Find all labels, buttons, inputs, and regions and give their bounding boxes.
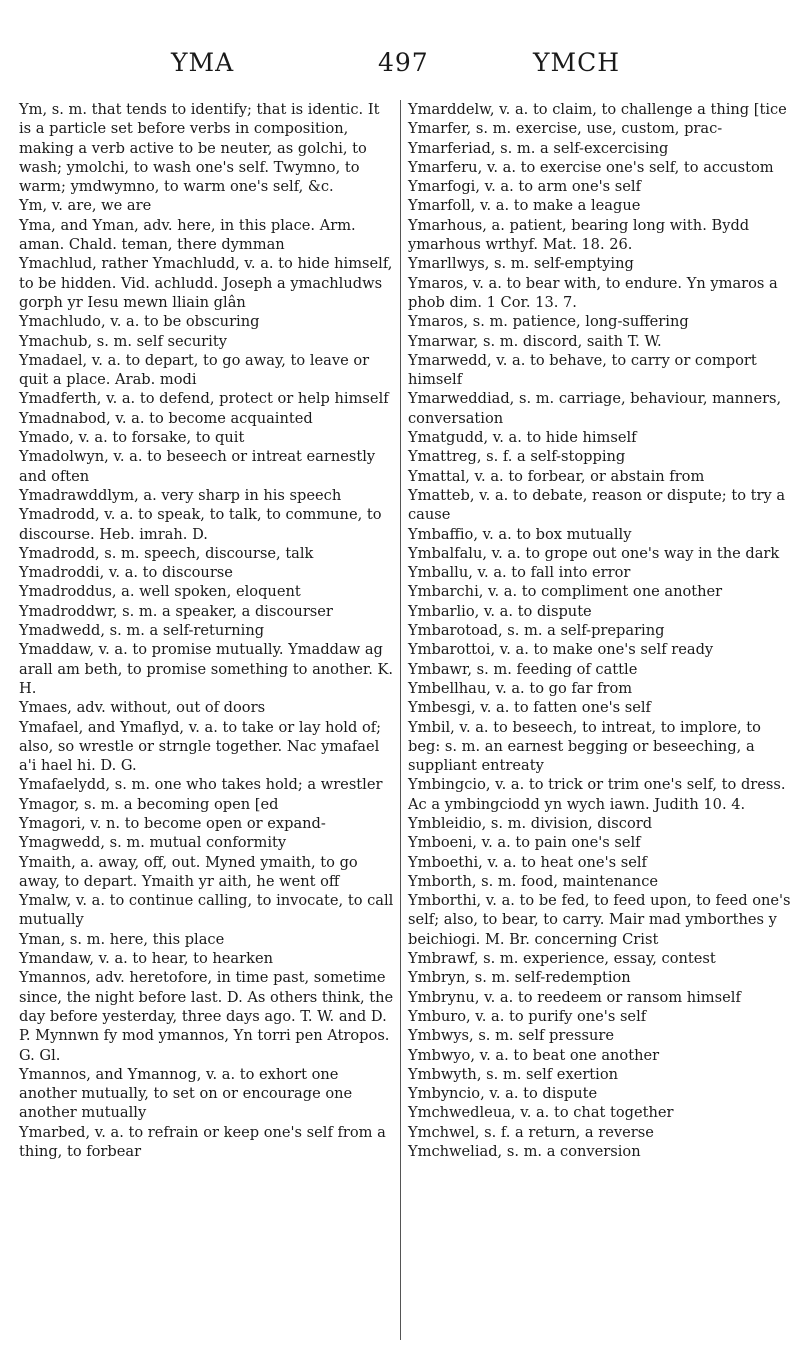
- right-column: [408, 100, 793, 1161]
- dictionary-entry: Ymbwys, s. m. self pressure: [408, 1027, 614, 1045]
- dictionary-entry: Ymagor, s. m. a becoming open [ed: [19, 795, 279, 813]
- dictionary-entry: Ymadnabod, v. a. to become acquainted: [19, 409, 313, 427]
- dictionary-entry: Ymbrawf, s. m. experience, essay, contest: [408, 950, 716, 968]
- dictionary-entry: Ymbesgi, v. a. to fatten one's self: [408, 699, 651, 717]
- dictionary-entry: Ymborth, s. m. food, maintenance: [408, 872, 659, 890]
- dictionary-entry: Ymadrodd, v. a. to speak, to talk, to commune, to discourse. Heb. imrah. D.: [19, 506, 382, 543]
- dictionary-entry: Ymarwedd, v. a. to behave, to carry or comport himself: [408, 351, 757, 389]
- dictionary-entry: Ymarwar, s. m. discord, saith T. W.: [408, 332, 662, 350]
- dictionary-entry: Ymboeni, v. a. to pain one's self: [408, 834, 641, 852]
- dictionary-entry: Ymatgudd, v. a. to hide himself: [408, 429, 637, 447]
- dictionary-entry: Ymachub, s. m. self security: [19, 332, 227, 350]
- left-column: [19, 100, 401, 1340]
- dictionary-entry: Ymafael, and Ymaflyd, v. a. to take or lay hold of; also, so wrestle or strngle together. Nac ymafael a'i hael hi. D. G.: [19, 718, 382, 775]
- dictionary-entry: Ymburo, v. a. to purify one's self: [408, 1007, 647, 1025]
- dictionary-entry: Yman, s. m. here, this place: [19, 930, 225, 948]
- dictionary-entry: Ymatteb, v. a. to debate, reason or dispute; to try a cause: [408, 486, 786, 524]
- dictionary-entry: Ymaros, s. m. patience, long-suffering: [408, 313, 689, 331]
- dictionary-entry: Ymarhous, a. patient, bearing long with. Bydd ymarhous wrthyf. Mat. 18. 26.: [408, 216, 750, 254]
- dictionary-entry: Ymbrynu, v. a. to reedeem or ransom himself: [408, 988, 741, 1006]
- dictionary-entry: Ymaros, v. a. to bear with, to endure. Yn ymaros a phob dim. 1 Cor. 13. 7.: [408, 274, 778, 311]
- dictionary-entry: Ymagori, v. n. to become open or expand-: [19, 814, 326, 832]
- dictionary-entry: Ymarbed, v. a. to refrain or keep one's self from a thing, to forbear: [19, 1123, 386, 1161]
- dictionary-entry: Ymbingcio, v. a. to trick or trim one's self, to dress. Ac a ymbingciodd yn wych iawn. Judith 10. 4.: [408, 776, 786, 813]
- dictionary-entry: Ymarfogi, v. a. to arm one's self: [408, 178, 641, 196]
- dictionary-entry: Ymarweddiad, s. m. carriage, behaviour, manners, conversation: [408, 390, 782, 427]
- dictionary-entry: Ymballu, v. a. to fall into error: [408, 564, 631, 582]
- dictionary-entry: Ymarferu, v. a. to exercise one's self, to accustom: [408, 158, 774, 176]
- dictionary-entry: Ymadroddi, v. a. to discourse: [19, 564, 233, 582]
- dictionary-entry: Ymarferiad, s. m. a self-excercising: [408, 139, 669, 157]
- dictionary-entry: Ymafaelydd, s. m. one who takes hold; a wrestler: [19, 776, 383, 794]
- dictionary-entry: Ymadrodd, s. m. speech, discourse, talk: [19, 544, 314, 562]
- dictionary-entry: Ymarllwys, s. m. self-emptying: [408, 255, 634, 273]
- dictionary-entry: Ymadroddus, a. well spoken, eloquent: [19, 583, 301, 601]
- dictionary-entry: Ymbarotoad, s. m. a self-preparing: [408, 622, 665, 640]
- dictionary-entry: Ymattreg, s. f. a self-stopping: [408, 448, 626, 466]
- dictionary-entry: Ymarddelw, v. a. to claim, to challenge a thing [tice: [408, 101, 787, 118]
- dictionary-entry: Ymaddaw, v. a. to promise mutually. Ymaddaw ag arall am beth, to promise something to another. K. H.: [19, 641, 394, 697]
- dictionary-entry: Ymalw, v. a. to continue calling, to invocate, to call mutually: [19, 892, 394, 929]
- dictionary-entry: Ymbwyo, v. a. to beat one another: [408, 1046, 660, 1064]
- dictionary-entry: Ymbwyth, s. m. self exertion: [408, 1065, 619, 1083]
- dictionary-entry: Ymbyncio, v. a. to dispute: [408, 1085, 598, 1103]
- dictionary-entry: Ymchwedleua, v. a. to chat together: [408, 1104, 674, 1122]
- dictionary-entry: Ymadroddwr, s. m. a speaker, a discourser: [19, 602, 333, 620]
- dictionary-entry: Ymbawr, s. m. feeding of cattle: [408, 660, 638, 678]
- dictionary-entry: Ymado, v. a. to forsake, to quit: [19, 429, 245, 447]
- dictionary-entry: Ymbleidio, s. m. division, discord: [408, 814, 653, 832]
- dictionary-entry: Ymboethi, v. a. to heat one's self: [408, 853, 647, 871]
- dictionary-entry: Ymachludo, v. a. to be obscuring: [19, 313, 260, 331]
- dictionary-entry: Ymagwedd, s. m. mutual conformity: [19, 834, 287, 852]
- dictionary-entry: Ymborthi, v. a. to be fed, to feed upon, to feed one's self; also, to bear, to carry. Mair mad ymborthes y beichiogi. M. Br. concerning Crist: [408, 892, 791, 948]
- running-header: [0, 48, 800, 88]
- dictionary-entry: Ymbellhau, v. a. to go far from: [408, 679, 633, 697]
- dictionary-entry: Ymarfer, s. m. exercise, use, custom, prac-: [408, 120, 723, 138]
- dictionary-entry: Ymbryn, s. m. self-redemption: [408, 969, 631, 987]
- dictionary-entry: Ymbarchi, v. a. to compliment one another: [408, 583, 723, 601]
- dictionary-entry: Ymannos, and Ymannog, v. a. to exhort one another mutually, to set on or encourage one another mutually: [19, 1065, 353, 1122]
- dictionary-entry: Ymbil, v. a. to beseech, to intreat, to implore, to beg: s. m. an earnest begging or beseeching, a suppliant entreaty: [408, 718, 761, 775]
- dictionary-entry: Ym, v. are, we are: [19, 197, 152, 215]
- header-right-guide-word: YMCH: [533, 48, 621, 77]
- dictionary-entry: Ymaes, adv. without, out of doors: [19, 699, 266, 717]
- dictionary-entry: Yma, and Yman, adv. here, in this place. Arm. aman. Chald. teman, there dymman: [19, 216, 356, 254]
- dictionary-entry: Ymbaffio, v. a. to box mutually: [408, 525, 632, 543]
- dictionary-entry: Ymattal, v. a. to forbear, or abstain from: [408, 467, 705, 485]
- dictionary-entry: Ymarfoll, v. a. to make a league: [408, 197, 641, 215]
- dictionary-entry: Ymadrawddlym, a. very sharp in his speech: [19, 486, 342, 504]
- header-left-guide-word: YMA: [171, 48, 235, 77]
- dictionary-entry: Ymachlud, rather Ymachludd, v. a. to hide himself, to be hidden. Vid. achludd. Joseph a ymachludws gorph yr Iesu mewn lliain glân: [19, 255, 393, 311]
- dictionary-entry: Ymadael, v. a. to depart, to go away, to leave or quit a place. Arab. modi: [19, 351, 370, 389]
- dictionary-entry: Ymchweliad, s. m. a conversion: [408, 1143, 641, 1161]
- dictionary-entry: Ymaith, a. away, off, out. Myned ymaith, to go away, to depart. Ymaith yr aith, he went off: [19, 853, 358, 890]
- dictionary-entry: Ymadferth, v. a. to defend, protect or help himself: [19, 390, 389, 408]
- dictionary-entry: Ymchwel, s. f. a return, a reverse: [408, 1123, 654, 1141]
- dictionary-entry: Ymbalfalu, v. a. to grope out one's way in the dark: [408, 544, 780, 562]
- dictionary-entry: Ymadwedd, s. m. a self-returning: [19, 622, 265, 640]
- dictionary-entry: Ymbarlio, v. a. to dispute: [408, 602, 592, 620]
- dictionary-entry: Ymadolwyn, v. a. to beseech or intreat earnestly and often: [19, 448, 376, 485]
- dictionary-entry: Ym, s. m. that tends to identify; that is identic. It is a particle set before verbs in composition, making a verb active to be neuter, as golchi, to wash; ymolchi, to wash one's self. Twymno, to warm; ymdwymno, to warm one's self, &c.: [19, 101, 380, 196]
- dictionary-entry: Ymandaw, v. a. to hear, to hearken: [19, 950, 273, 968]
- page-number: 497: [378, 48, 429, 77]
- dictionary-entry: Ymbarottoi, v. a. to make one's self ready: [408, 641, 714, 659]
- dictionary-entry: Ymannos, adv. heretofore, in time past, sometime since, the night before last. D. As others think, the day before yesterday, three days ago. T. W. and D. P. Mynnwn fy mod ymannos, Yn torri pen Atropos. G. Gl.: [19, 969, 394, 1064]
